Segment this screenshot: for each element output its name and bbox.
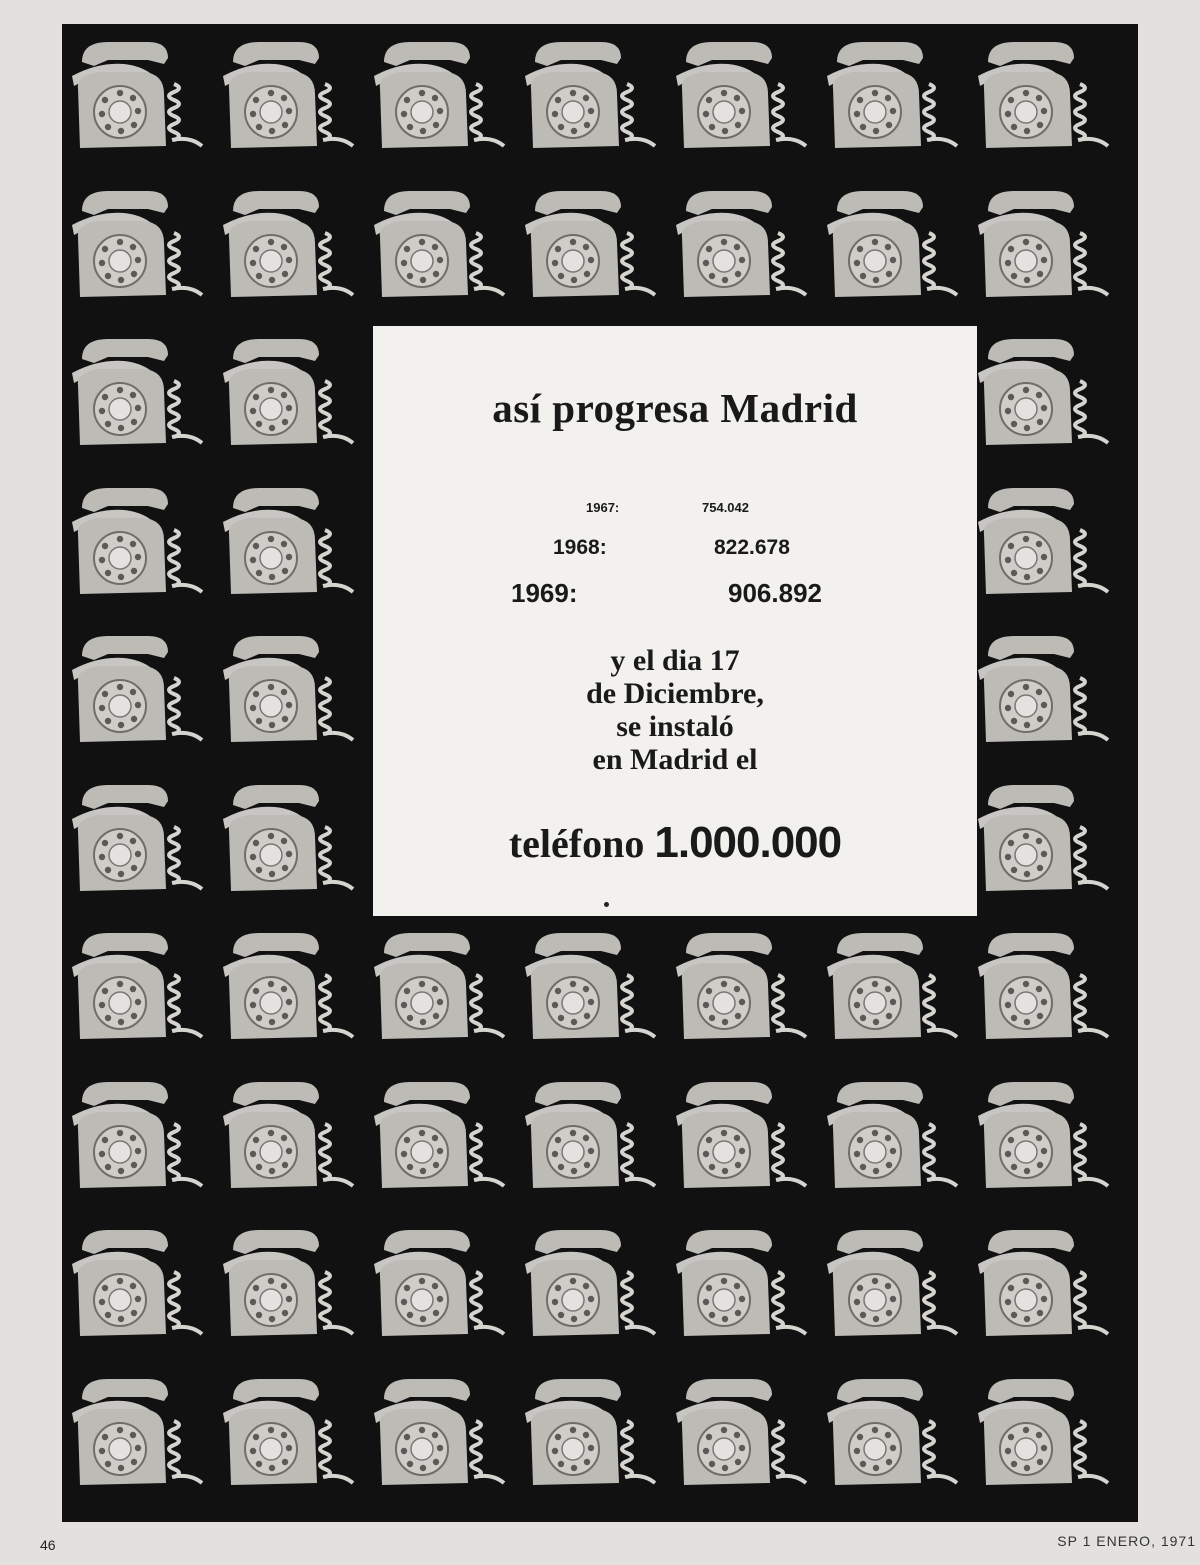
telephone-image xyxy=(521,927,661,1053)
telephone-image xyxy=(219,1224,359,1350)
telephone-image xyxy=(219,36,359,162)
telephone-image xyxy=(823,1373,963,1499)
telephone-image xyxy=(219,185,359,311)
telephone-image xyxy=(974,630,1114,756)
stat-year: 1969: xyxy=(511,578,578,608)
telephone-image xyxy=(219,630,359,756)
stat-row-1968 xyxy=(373,536,977,564)
announcement-line: y el dia 17 xyxy=(610,644,740,677)
phone-word: teléfono xyxy=(508,821,645,866)
telephone-image xyxy=(68,927,208,1053)
telephone-image xyxy=(219,482,359,608)
telephone-image xyxy=(370,36,510,162)
announcement-line: se instaló xyxy=(616,710,734,743)
telephone-image xyxy=(521,185,661,311)
announcement-text xyxy=(373,644,977,776)
telephone-image xyxy=(974,185,1114,311)
ad-headline: así progresa Madrid xyxy=(492,385,858,431)
stat-value: 822.678 xyxy=(714,536,790,559)
phone-milestone xyxy=(373,818,977,868)
phone-number: 1.000.000 xyxy=(654,818,842,867)
issue-date: SP 1 ENERO, 1971 xyxy=(1057,1533,1196,1549)
telephone-image xyxy=(370,185,510,311)
page-number: 46 xyxy=(40,1537,56,1553)
telephone-image xyxy=(68,779,208,905)
stat-year: 1967: xyxy=(586,500,620,515)
telephone-image xyxy=(974,333,1114,459)
telephone-image xyxy=(823,36,963,162)
announcement-line: en Madrid el xyxy=(592,743,758,776)
stat-row-1969 xyxy=(373,578,977,612)
telephone-image xyxy=(219,333,359,459)
telephone-image xyxy=(68,1076,208,1202)
telephone-image xyxy=(68,1224,208,1350)
telephone-image xyxy=(672,36,812,162)
telephone-image xyxy=(672,1224,812,1350)
telephone-image xyxy=(68,630,208,756)
telephone-image xyxy=(974,1224,1114,1350)
telephone-image xyxy=(219,779,359,905)
ad-text-box xyxy=(373,326,977,916)
telephone-image xyxy=(219,1076,359,1202)
telephone-image xyxy=(823,185,963,311)
telephone-image xyxy=(521,1076,661,1202)
stat-row-1967 xyxy=(373,500,977,520)
stat-year: 1968: xyxy=(553,536,607,559)
telephone-image xyxy=(521,1373,661,1499)
telephone-image xyxy=(974,927,1114,1053)
telephone-image xyxy=(370,927,510,1053)
telephone-image xyxy=(68,1373,208,1499)
telephone-image xyxy=(823,1224,963,1350)
telephone-image xyxy=(370,1076,510,1202)
telephone-image xyxy=(823,927,963,1053)
telephone-image xyxy=(219,1373,359,1499)
stat-value: 906.892 xyxy=(728,578,822,608)
telephone-image xyxy=(672,1373,812,1499)
telephone-image xyxy=(672,1076,812,1202)
telephone-image xyxy=(974,1373,1114,1499)
announcement-line: de Diciembre, xyxy=(586,677,764,710)
telephone-image xyxy=(68,185,208,311)
telephone-image xyxy=(672,927,812,1053)
telephone-image xyxy=(68,333,208,459)
telephone-image xyxy=(974,482,1114,608)
telephone-image xyxy=(823,1076,963,1202)
telephone-image xyxy=(68,482,208,608)
telephone-image xyxy=(974,1076,1114,1202)
telephone-image xyxy=(68,36,208,162)
telephone-image xyxy=(370,1373,510,1499)
telephone-image xyxy=(370,1224,510,1350)
telephone-image xyxy=(219,927,359,1053)
ink-dot xyxy=(604,902,609,907)
telephone-image xyxy=(672,185,812,311)
telephone-image xyxy=(521,36,661,162)
telephone-image xyxy=(521,1224,661,1350)
telephone-image xyxy=(974,779,1114,905)
stat-value: 754.042 xyxy=(702,500,749,515)
telephone-image xyxy=(974,36,1114,162)
